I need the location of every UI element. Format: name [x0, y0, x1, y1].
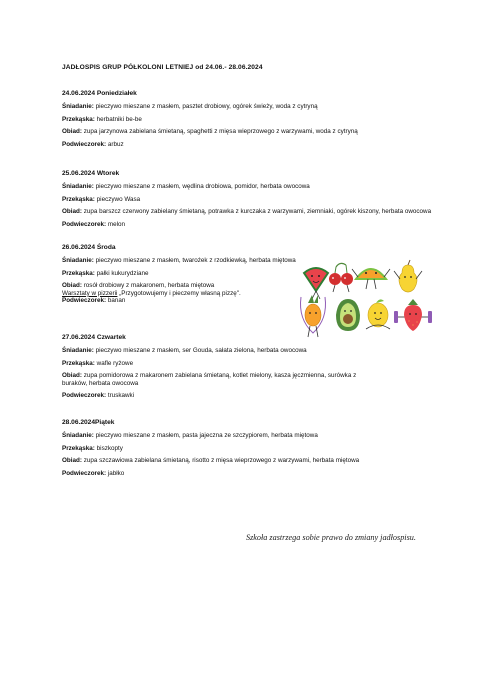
breakfast-line — [62, 347, 472, 355]
lunch-line — [62, 208, 472, 216]
page-title: JADŁOSPIS GRUP PÓŁKOLONI LETNIEJ od 24.06.- 28.06.2024 — [62, 64, 263, 71]
lunch-label: Obiad: — [62, 208, 82, 216]
snack-text: herbatniki be-be — [94, 115, 142, 123]
afternoon-snack-label: Podwieczorek: — [62, 469, 107, 477]
breakfast-text: pieczywo mieszane z masłem, pasta jajeczna ze szczypiorem, herbata miętowa — [93, 432, 318, 439]
afternoon-snack-line — [62, 470, 472, 478]
day-section-tuesday — [62, 170, 472, 233]
lunch-text: zupa jarzynowa zabielana śmietaną, spaghetti z mięsa wieprzowego z warzywami, woda z cytryną — [81, 128, 358, 136]
melon-slice-icon — [352, 269, 390, 289]
breakfast-text: pieczywo mieszane z masłem, wędlina drobiowa, pomidor, herbata owocowa — [93, 183, 310, 190]
breakfast-text: pieczywo mieszane z masłem, twarożek z rzodkiewką, herbata miętowa — [93, 257, 296, 264]
lunch-line — [62, 457, 472, 465]
snack-line — [62, 445, 472, 453]
lemon-icon — [366, 299, 390, 329]
breakfast-label: Śniadanie: — [62, 183, 94, 190]
snack-line — [62, 196, 472, 204]
breakfast-label: Śniadanie: — [62, 432, 94, 439]
day-section-thursday — [62, 334, 472, 405]
snack-line — [62, 116, 472, 124]
avocado-icon — [336, 299, 360, 331]
day-header: 26.06.2024 Środa — [62, 244, 116, 251]
afternoon-snack-text: jabłko — [106, 469, 125, 477]
snack-label: Przekąska: — [62, 269, 95, 277]
afternoon-snack-label: Podwieczorek: — [62, 392, 107, 400]
lunch-label: Obiad: — [62, 372, 82, 380]
afternoon-snack-line — [62, 141, 472, 149]
workshop-label: Warsztaty w pizzerii — [62, 289, 118, 297]
watermelon-icon — [304, 268, 328, 299]
breakfast-text: pieczywo mieszane z masłem, ser Gouda, sałata zielona, herbata owocowa — [93, 347, 307, 354]
day-section-friday — [62, 419, 472, 482]
snack-text: biszkopty — [94, 444, 123, 452]
snack-label: Przekąska: — [62, 444, 95, 452]
breakfast-text: pieczywo mieszane z masłem, pasztet drobiowy, ogórek świeży, woda z cytryną — [93, 103, 318, 110]
afternoon-snack-line — [62, 221, 472, 229]
snack-line — [62, 360, 472, 368]
breakfast-label: Śniadanie: — [62, 103, 94, 110]
disclaimer-note: Szkoła zastrzega sobie prawo do zmiany jadłospisu. — [246, 533, 416, 542]
snack-text: pałki kukurydziane — [94, 269, 149, 277]
afternoon-snack-text: arbuz — [106, 140, 124, 148]
lunch-label: Obiad: — [62, 282, 82, 290]
afternoon-snack-text: banan — [106, 297, 126, 305]
lunch-text: rosół drobiowy z makaronem, herbata miętowa — [81, 282, 215, 290]
snack-text: pieczywo Wasa — [94, 195, 141, 203]
breakfast-label: Śniadanie: — [62, 347, 94, 354]
lunch-line — [62, 372, 362, 387]
day-header: 28.06.2024Piątek — [62, 419, 115, 426]
afternoon-snack-label: Podwieczorek: — [62, 297, 107, 305]
snack-text: wafle ryżowe — [94, 359, 134, 367]
lunch-text: zupa pomidorowa z makaronem zabielana śmietaną, kotlet mielony, kasza jęczmienna, surówka z buraków, herbata owocowa — [62, 372, 357, 387]
day-header: 25.06.2024 Wtorek — [62, 170, 120, 177]
snack-label: Przekąska: — [62, 359, 95, 367]
snack-label: Przekąska: — [62, 115, 95, 123]
afternoon-snack-text: melon — [106, 220, 125, 228]
pineapple-icon — [301, 295, 326, 337]
breakfast-line — [62, 103, 472, 111]
afternoon-snack-text: truskawki — [106, 392, 135, 400]
pear-icon — [394, 260, 422, 292]
workshop-text: „Przygotowujemy i pieczemy własną pizzę". — [117, 289, 241, 297]
afternoon-snack-line — [62, 392, 472, 400]
lunch-label: Obiad: — [62, 457, 82, 465]
lunch-label: Obiad: — [62, 128, 82, 136]
breakfast-line — [62, 183, 472, 191]
lunch-line — [62, 128, 472, 136]
day-header: 27.06.2024 Czwartek — [62, 334, 126, 341]
snack-label: Przekąska: — [62, 195, 95, 203]
strawberry-dumbbell-icon — [394, 299, 432, 331]
day-section-monday — [62, 90, 472, 153]
afternoon-snack-label: Podwieczorek: — [62, 140, 107, 148]
breakfast-line — [62, 432, 472, 440]
lunch-text: zupa barszcz czerwony zabielany śmietaną, potrawka z kurczaka z warzywami, ziemniaki, ogórek kiszony, herbata owocowa — [81, 208, 432, 216]
cherries-icon — [329, 263, 353, 292]
day-header: 24.06.2024 Poniedziałek — [62, 90, 137, 97]
lunch-text: zupa szczawiowa zabielana śmietaną, risotto z mięsa wieprzowego z warzywami, herbata miętowa — [81, 457, 360, 465]
exercising-fruits-illustration — [296, 259, 436, 341]
breakfast-label: Śniadanie: — [62, 257, 94, 264]
afternoon-snack-label: Podwieczorek: — [62, 220, 107, 228]
